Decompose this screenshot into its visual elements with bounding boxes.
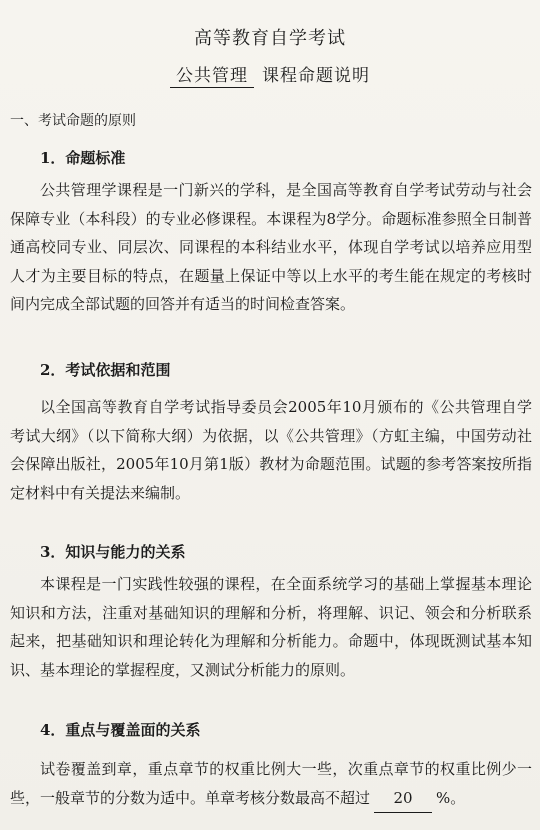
item-paragraph-4-text: 试卷覆盖到章，重点章节的权重比例大一些，次重点章节的权重比例少一些，一般章节的分数为适中。单章考核分数最高不超过 <box>10 760 532 807</box>
item-heading-1: 1．命题标准 <box>40 149 126 167</box>
item-heading-4: 4．重点与覆盖面的关系 <box>40 721 201 739</box>
document-subtitle <box>0 61 540 88</box>
course-name: 公共管理 <box>170 61 254 88</box>
section-heading: 一、考试命题的原则 <box>10 113 136 129</box>
item-paragraph-2: 以全国高等教育自学考试指导委员会2005年10月颁布的《公共管理自学考试大纲》（以下简称大纲）为依据，以《公共管理》（方虹主编，中国劳动社会保障出版社，2005年10月第1版）教材为命题范围。试题的参考答案按所指定材料中有关提法来编制。 <box>10 398 532 502</box>
item-paragraph-3: 本课程是一门实践性较强的课程，在全面系统学习的基础上掌握基本理论知识和方法，注重对基础知识的理解和分析，将理解、识记、领会和分析联系起来，把基础知识和理论转化为理解和分析能力。命题中，体现既测试基本知识、基本理论的掌握程度，又测试分析能力的原则。 <box>10 575 532 679</box>
max-score-fill-blank: 20 <box>374 784 432 814</box>
item-heading-3: 3．知识与能力的关系 <box>40 543 186 561</box>
subtitle-text: 课程命题说明 <box>262 66 370 86</box>
item-heading-2: 2．考试依据和范围 <box>40 361 171 379</box>
document-title: 高等教育自学考试 <box>194 28 346 49</box>
item-paragraph-4-suffix: %。 <box>436 788 466 807</box>
item-paragraph-4 <box>10 755 532 813</box>
item-paragraph-1: 公共管理学课程是一门新兴的学科，是全国高等教育自学考试劳动与社会保障专业（本科段）的专业必修课程。本课程为8学分。命题标准参照全日制普通高校同专业、同层次、同课程的本科结业水平，体现自学考试以培养应用型人才为主要目标的特点，在题量上保证中等以上水平的考生能在规定的考核时间内完成全部试题的回答并有适当的时间检查答案。 <box>10 181 532 313</box>
